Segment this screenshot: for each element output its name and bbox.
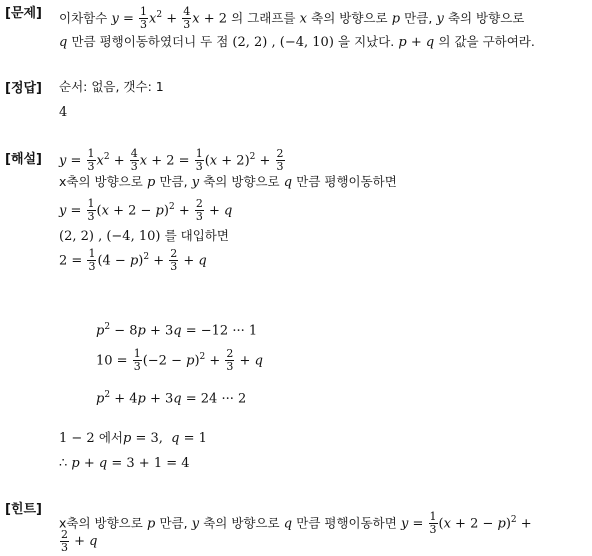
solution-label: [해설] [5,152,42,167]
answer-value: 4 [59,105,68,120]
solution-line-3: y = $\frac{1}{3}$ $(x + 2 - p)^2$ + $\frac{2}{3}$ + q [59,197,233,224]
problem-label: [문제] [5,6,42,21]
hint-line-1: x축의 방향으로 p 만큼, y 축의 방향으로 q 만큼 평행이동하면 y = $\frac{1}{3}$ $(x + 2 - p)^2$ + [59,510,532,537]
problem-text: 의 값을 구하여라. [438,34,535,49]
hint-text: 만큼 평행이동하면 [296,515,397,531]
solution-line-7: ∴ p + q = 3 + 1 = 4 [59,456,190,471]
hint-text: 축의 방향으로 [203,515,280,531]
problem-line-2: q 만큼 평행이동하였더니 두 점 (2, 2) , (−4, 10) 을 지났다. p + q 의 값을 구하여라. [59,34,535,50]
solution-line-5: 2 = $\frac{1}{3}$ $(4 - p)^2$ + $\frac{2}{3}$ + q [59,247,207,274]
solution-line-2: x축의 방향으로 p 만큼, y 축의 방향으로 q 만큼 평행이동하면 [59,174,397,190]
solution-eq-2: 10 = $\frac{1}{3}$ $(-2 - p)^2$ + $\frac{2}{3}$ + q [96,347,263,374]
solution-text: 축의 방향으로 [203,174,280,189]
solution-text: x축의 방향으로 [59,174,143,189]
eq3-rhs: 24 ··· 2 [200,391,247,407]
solution-text: 에서 [98,430,123,445]
hint-line-2: $\frac{2}{3}$ + q [61,528,98,554]
solution-line-1: y = $\frac{1}{3}$ $x^2$ + $\frac{4}{3}$ x + 2 = $\frac{1}{3}$ $(x + 2)^2$ + $\frac{2}{3}$ [59,147,284,174]
problem-text: 축의 방향으로 [447,10,525,26]
problem-line-1: 이차함수 y = $\frac{1}{3}$ $x^2$ + $\frac{4}{3}$ x + 2 의 그래프를 x 축의 방향으로 p 만큼, y 축의 방향으로 [59,5,525,32]
problem-text: 만큼, [404,10,433,26]
solution-line-4: (2, 2) , (−4, 10) 를 대입하면 [59,228,229,244]
solution-line-6: 1 − 2 에서p = 3, q = 1 [59,430,207,446]
answer-order: 순서: 없음, 갯수: 1 [59,79,164,94]
hint-label: [힌트] [5,502,42,517]
problem-text: 만큼 평행이동하였더니 두 점 [71,34,229,49]
problem-text: 축의 방향으로 [311,10,388,26]
solution-eq-1: $p^2 - 8p + 3q = -12$ ··· 1 [96,322,258,339]
solution-eq-3: $p^2 + 4p + 3q = 24$ ··· 2 [96,390,247,407]
eq1-rhs: −12 ··· 1 [200,323,258,339]
solution-text: 를 대입하면 [164,228,229,243]
solution-text: 만큼, [159,174,188,189]
problem-text: 이차함수 [59,10,108,26]
problem-text: 의 그래프를 [231,10,296,26]
solution-text: 만큼 평행이동하면 [296,174,397,189]
answer-label: [정답] [5,81,42,96]
problem-text: 을 지났다. [338,34,395,49]
hint-text: 만큼, [159,515,188,531]
hint-text: x축의 방향으로 [59,515,143,531]
